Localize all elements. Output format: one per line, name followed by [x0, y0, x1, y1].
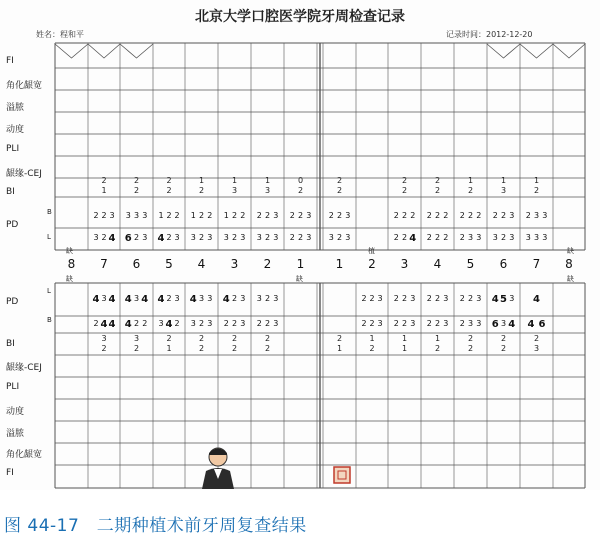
- pd-value-upper-b: 1: [158, 211, 164, 220]
- pd-value-upper-b: 2: [240, 211, 246, 220]
- bi-value-lower: 2: [500, 344, 507, 353]
- pd-value-lower-b: 4: [508, 319, 516, 330]
- pd-value-lower-b: 3: [207, 319, 213, 328]
- pd-value-upper-b: 3: [509, 211, 515, 220]
- missing-label-upper: 缺: [66, 247, 73, 255]
- pd-value-lower-b: 4: [100, 319, 108, 330]
- bi-value-lower: 2: [198, 334, 205, 343]
- pd-value-upper-b: 2: [297, 211, 304, 220]
- bi-value-upper: 1: [231, 176, 238, 185]
- pd-value-lower-b: 4: [124, 319, 132, 330]
- furcation-mark: [55, 44, 88, 58]
- tooth-number: 4: [197, 257, 206, 271]
- pd-value-lower-l: 4: [141, 294, 149, 305]
- pd-value-lower-b: 2: [198, 319, 205, 328]
- label-keratinized-upper: 角化龈宽: [6, 81, 43, 91]
- pd-value-lower-l: 2: [264, 294, 271, 303]
- pd-value-lower-b: 2: [393, 319, 399, 328]
- bi-value-upper: 2: [198, 186, 205, 195]
- pd-value-lower-l: 3: [174, 294, 180, 303]
- pd-value-upper-l: 3: [525, 233, 531, 242]
- bi-value-lower: 2: [231, 344, 238, 353]
- pd-value-lower-b: 3: [158, 319, 164, 328]
- label-bi-lower: BI: [6, 339, 15, 349]
- bi-value-upper: 1: [533, 176, 540, 185]
- pd-value-upper-l: 2: [393, 233, 399, 242]
- pd-value-upper-l: 4: [108, 233, 116, 244]
- pd-value-lower-l: 2: [369, 294, 375, 303]
- pd-value-lower-b: 2: [93, 319, 99, 328]
- label-bi-upper: BI: [6, 187, 15, 197]
- pd-value-upper-l: 3: [476, 233, 482, 242]
- tooth-number: 8: [565, 257, 573, 271]
- pd-value-upper-b: 2: [476, 211, 482, 220]
- bi-value-lower: 2: [101, 344, 107, 353]
- pd-value-upper-b: 2: [393, 211, 399, 220]
- pd-value-upper-l: 2: [401, 233, 408, 242]
- bi-value-lower: 1: [401, 334, 408, 343]
- pd-value-lower-b: 4: [165, 319, 173, 330]
- pd-value-lower-l: 4: [92, 294, 100, 305]
- pd-value-upper-b: 3: [133, 211, 140, 220]
- pd-value-upper-l: 3: [273, 233, 279, 242]
- pd-value-upper-b: 2: [500, 211, 507, 220]
- tooth-number: 2: [263, 257, 272, 271]
- bi-value-upper: 3: [231, 186, 238, 195]
- pd-value-upper-l: 3: [509, 233, 515, 242]
- bi-value-upper: 2: [434, 176, 441, 185]
- pd-value-lower-b: 2: [256, 319, 262, 328]
- bi-value-upper: 3: [264, 186, 271, 195]
- pd-value-upper-b: 2: [459, 211, 465, 220]
- pd-value-upper-l: 2: [443, 233, 449, 242]
- pd-value-upper-b: 3: [273, 211, 279, 220]
- pd-value-upper-b: 3: [533, 211, 540, 220]
- bi-value-lower: 2: [467, 344, 474, 353]
- pd-value-upper-l: 2: [297, 233, 304, 242]
- pd-value-lower-b: 4: [527, 319, 535, 330]
- bi-value-upper: 1: [101, 186, 107, 195]
- pd-value-lower-l: 3: [410, 294, 416, 303]
- pd-value-upper-b: 2: [525, 211, 531, 220]
- pd-value-upper-b: 2: [492, 211, 498, 220]
- pd-value-upper-b: 2: [174, 211, 180, 220]
- tooth-number: 8: [67, 257, 76, 271]
- pd-value-upper-b: 3: [142, 211, 148, 220]
- pd-value-upper-l: 3: [223, 233, 229, 242]
- bi-value-lower: 2: [264, 344, 271, 353]
- bi-value-lower: 2: [133, 344, 140, 353]
- missing-label-lower: 缺: [66, 275, 73, 283]
- pd-value-upper-l: 2: [231, 233, 238, 242]
- pd-value-lower-b: 3: [476, 319, 482, 328]
- bi-value-lower: 1: [369, 334, 375, 343]
- tooth-number: 7: [100, 257, 108, 271]
- bi-value-upper: 2: [101, 176, 107, 185]
- pd-value-lower-b: 4: [108, 319, 116, 330]
- bi-value-lower: 2: [166, 334, 172, 343]
- pd-value-lower-b: 2: [264, 319, 271, 328]
- tooth-number: 1: [296, 257, 305, 271]
- pd-value-upper-l: 6: [124, 233, 132, 244]
- pd-value-lower-l: 3: [377, 294, 383, 303]
- bi-value-lower: 2: [369, 344, 375, 353]
- pd-value-lower-l: 3: [101, 294, 107, 303]
- pd-value-lower-b: 6: [538, 319, 546, 330]
- label-pli-lower: PLI: [6, 382, 20, 392]
- side-b-upper: B: [47, 208, 52, 216]
- label-cej-upper: 龈缘-CEJ: [6, 169, 42, 179]
- bi-value-upper: 2: [401, 186, 408, 195]
- bi-value-upper: 2: [166, 176, 172, 185]
- pd-value-upper-b: 2: [264, 211, 271, 220]
- pd-value-upper-l: 2: [133, 233, 140, 242]
- bi-value-lower: 1: [434, 334, 441, 343]
- pd-value-lower-l: 3: [509, 294, 515, 303]
- pd-value-upper-l: 3: [328, 233, 334, 242]
- pd-value-upper-l: 2: [264, 233, 271, 242]
- stamp-icon: [333, 466, 351, 484]
- bi-value-upper: 2: [533, 186, 540, 195]
- tooth-number: 2: [368, 257, 376, 271]
- side-l-lower: L: [47, 287, 51, 295]
- pd-value-upper-l: 3: [542, 233, 548, 242]
- pd-value-lower-l: 3: [207, 294, 213, 303]
- bi-value-lower: 2: [231, 334, 238, 343]
- pd-value-lower-l: 2: [361, 294, 367, 303]
- tooth-number: 3: [230, 257, 239, 271]
- bi-value-upper: 2: [434, 186, 441, 195]
- label-fi-upper: FI: [6, 56, 14, 66]
- bi-value-lower: 2: [533, 334, 540, 343]
- pd-value-upper-l: 3: [533, 233, 540, 242]
- bi-value-upper: 2: [467, 186, 474, 195]
- pd-value-lower-b: 3: [273, 319, 279, 328]
- pd-value-lower-l: 4: [491, 294, 499, 305]
- pd-value-upper-b: 2: [256, 211, 262, 220]
- pd-value-upper-l: 3: [345, 233, 351, 242]
- pd-value-upper-l: 4: [157, 233, 165, 244]
- record-date: 记录时间：2012-12-20: [446, 30, 533, 39]
- pd-value-upper-l: 2: [336, 233, 343, 242]
- pd-value-lower-l: 3: [443, 294, 449, 303]
- clinician-illustration: [198, 445, 238, 489]
- pd-value-upper-l: 3: [240, 233, 246, 242]
- pd-value-upper-l: 3: [142, 233, 148, 242]
- pd-value-lower-l: 3: [133, 294, 140, 303]
- furcation-mark: [553, 44, 585, 58]
- pd-value-lower-l: 2: [166, 294, 172, 303]
- bi-value-lower: 2: [198, 344, 205, 353]
- furcation-mark: [120, 44, 153, 58]
- pd-value-lower-l: 3: [256, 294, 262, 303]
- pd-value-lower-l: 3: [198, 294, 205, 303]
- pd-value-upper-l: 3: [174, 233, 180, 242]
- bi-value-lower: 1: [166, 344, 172, 353]
- missing-label-lower: 缺: [567, 275, 574, 283]
- bi-value-lower: 2: [264, 334, 271, 343]
- pd-value-lower-l: 4: [189, 294, 197, 305]
- tooth-number: 6: [499, 257, 508, 271]
- pd-value-upper-b: 1: [190, 211, 196, 220]
- pd-value-lower-b: 2: [369, 319, 375, 328]
- bi-value-upper: 2: [133, 176, 140, 185]
- pd-value-upper-l: 2: [426, 233, 432, 242]
- pd-value-upper-b: 2: [207, 211, 213, 220]
- label-keratinized-lower: 角化龈宽: [6, 450, 43, 460]
- pd-value-lower-l: 4: [222, 294, 230, 305]
- bi-value-upper: 1: [264, 176, 271, 185]
- tooth-number: 4: [433, 257, 442, 271]
- pd-value-upper-l: 4: [409, 233, 417, 244]
- pd-value-lower-l: 2: [393, 294, 399, 303]
- pd-value-lower-l: 4: [533, 294, 540, 305]
- bi-value-lower: 3: [533, 344, 540, 353]
- pd-value-upper-b: 3: [125, 211, 131, 220]
- tooth-number: 5: [466, 257, 475, 271]
- chart-title: 北京大学口腔医学院牙周检查记录: [195, 9, 405, 25]
- bi-value-upper: 1: [198, 176, 205, 185]
- bi-value-upper: 2: [336, 176, 343, 185]
- pd-value-lower-b: 2: [426, 319, 432, 328]
- bi-value-upper: 2: [166, 186, 172, 195]
- furcation-mark: [88, 44, 120, 58]
- pd-value-upper-b: 2: [410, 211, 416, 220]
- pd-value-lower-b: 2: [223, 319, 229, 328]
- pd-value-upper-b: 2: [336, 211, 343, 220]
- pd-value-upper-l: 3: [467, 233, 474, 242]
- bi-value-upper: 0: [297, 176, 304, 185]
- label-suppuration-upper: 溢脓: [6, 103, 25, 113]
- pd-value-upper-b: 2: [289, 211, 295, 220]
- pd-value-upper-l: 2: [166, 233, 172, 242]
- pd-value-upper-l: 3: [93, 233, 99, 242]
- pd-value-lower-b: 6: [491, 319, 499, 330]
- bi-value-lower: 2: [336, 334, 343, 343]
- pd-value-lower-b: 2: [133, 319, 140, 328]
- pd-value-lower-b: 3: [377, 319, 383, 328]
- label-mobility-lower: 动度: [6, 407, 25, 417]
- pd-value-upper-b: 2: [328, 211, 334, 220]
- pd-value-upper-l: 3: [306, 233, 312, 242]
- label-cej-lower: 龈缘-CEJ: [6, 363, 42, 373]
- tooth-number: 6: [132, 257, 141, 271]
- pd-value-upper-b: 3: [345, 211, 351, 220]
- pd-value-upper-b: 2: [426, 211, 432, 220]
- pd-value-lower-b: 3: [443, 319, 449, 328]
- pd-value-upper-b: 2: [101, 211, 107, 220]
- pd-value-upper-b: 2: [93, 211, 99, 220]
- pd-value-upper-b: 2: [443, 211, 449, 220]
- pd-value-upper-l: 3: [256, 233, 262, 242]
- pd-value-lower-b: 2: [459, 319, 465, 328]
- pd-value-lower-b: 2: [361, 319, 367, 328]
- pd-value-upper-l: 3: [207, 233, 213, 242]
- pd-value-lower-l: 2: [434, 294, 441, 303]
- pd-value-lower-l: 3: [476, 294, 482, 303]
- bi-value-lower: 2: [500, 334, 507, 343]
- bi-value-lower: 2: [467, 334, 474, 343]
- pd-value-lower-l: 4: [124, 294, 132, 305]
- bi-value-lower: 2: [434, 344, 441, 353]
- pd-value-lower-l: 2: [459, 294, 465, 303]
- pd-value-upper-l: 3: [492, 233, 498, 242]
- label-pli-upper: PLI: [6, 144, 20, 154]
- planted-label: 植: [368, 247, 375, 255]
- pd-value-lower-b: 2: [174, 319, 180, 328]
- bi-value-upper: 1: [500, 176, 507, 185]
- tooth-number: 3: [400, 257, 409, 271]
- tooth-number: 1: [335, 257, 344, 271]
- label-pd-upper: PD: [6, 220, 19, 230]
- bi-value-upper: 2: [336, 186, 343, 195]
- furcation-mark: [520, 44, 553, 58]
- pd-value-upper-b: 3: [542, 211, 548, 220]
- pd-value-upper-l: 2: [198, 233, 205, 242]
- pd-value-lower-l: 3: [273, 294, 279, 303]
- bi-value-lower: 1: [401, 344, 408, 353]
- bi-value-upper: 2: [401, 176, 408, 185]
- pd-value-upper-l: 3: [190, 233, 196, 242]
- label-pd-lower: PD: [6, 297, 19, 307]
- pd-value-lower-b: 3: [500, 319, 507, 328]
- furcation-mark: [487, 44, 520, 58]
- pd-value-lower-l: 2: [401, 294, 408, 303]
- pd-value-upper-l: 2: [434, 233, 441, 242]
- pd-value-lower-b: 3: [410, 319, 416, 328]
- pd-value-upper-b: 3: [109, 211, 115, 220]
- pd-value-upper-b: 2: [231, 211, 238, 220]
- pd-value-upper-l: 2: [101, 233, 107, 242]
- missing-label-upper: 缺: [567, 247, 574, 255]
- pd-value-upper-b: 2: [467, 211, 474, 220]
- pd-value-lower-l: 2: [426, 294, 432, 303]
- pd-value-lower-l: 2: [467, 294, 474, 303]
- bi-value-upper: 3: [500, 186, 507, 195]
- pd-value-upper-l: 2: [459, 233, 465, 242]
- pd-value-lower-b: 2: [231, 319, 238, 328]
- pd-value-upper-b: 2: [198, 211, 205, 220]
- bi-value-upper: 1: [467, 176, 474, 185]
- pd-value-upper-b: 2: [434, 211, 441, 220]
- pd-value-lower-b: 2: [434, 319, 441, 328]
- pd-value-lower-l: 4: [108, 294, 116, 305]
- pd-value-upper-b: 2: [401, 211, 408, 220]
- figure-caption: 图 44-17 二期种植术前牙周复查结果: [4, 516, 307, 536]
- pd-value-lower-l: 4: [157, 294, 165, 305]
- pd-value-lower-b: 2: [142, 319, 148, 328]
- pd-value-lower-b: 3: [240, 319, 246, 328]
- missing-label-lower: 缺: [296, 275, 303, 283]
- pd-value-upper-b: 3: [306, 211, 312, 220]
- tooth-number: 5: [165, 257, 173, 271]
- label-suppuration-lower: 溢脓: [6, 429, 25, 439]
- pd-value-upper-b: 2: [166, 211, 172, 220]
- label-fi-lower: FI: [6, 468, 14, 478]
- side-b-lower: B: [47, 316, 52, 324]
- pd-value-lower-b: 3: [190, 319, 196, 328]
- pd-value-upper-l: 2: [289, 233, 295, 242]
- pd-value-lower-l: 5: [500, 294, 507, 305]
- pd-value-lower-l: 2: [231, 294, 238, 303]
- bi-value-upper: 2: [133, 186, 140, 195]
- label-mobility-upper: 动度: [6, 125, 25, 135]
- side-l-upper: L: [47, 233, 51, 241]
- pd-value-lower-l: 3: [240, 294, 246, 303]
- pd-value-upper-b: 1: [223, 211, 229, 220]
- bi-value-upper: 2: [297, 186, 304, 195]
- tooth-number: 7: [532, 257, 541, 271]
- pd-value-lower-b: 2: [401, 319, 408, 328]
- bi-value-lower: 1: [336, 344, 343, 353]
- pd-value-upper-l: 2: [500, 233, 507, 242]
- bi-value-lower: 3: [133, 334, 140, 343]
- bi-value-lower: 3: [101, 334, 107, 343]
- patient-name: 姓名：程和平: [36, 30, 84, 39]
- pd-value-lower-b: 3: [467, 319, 474, 328]
